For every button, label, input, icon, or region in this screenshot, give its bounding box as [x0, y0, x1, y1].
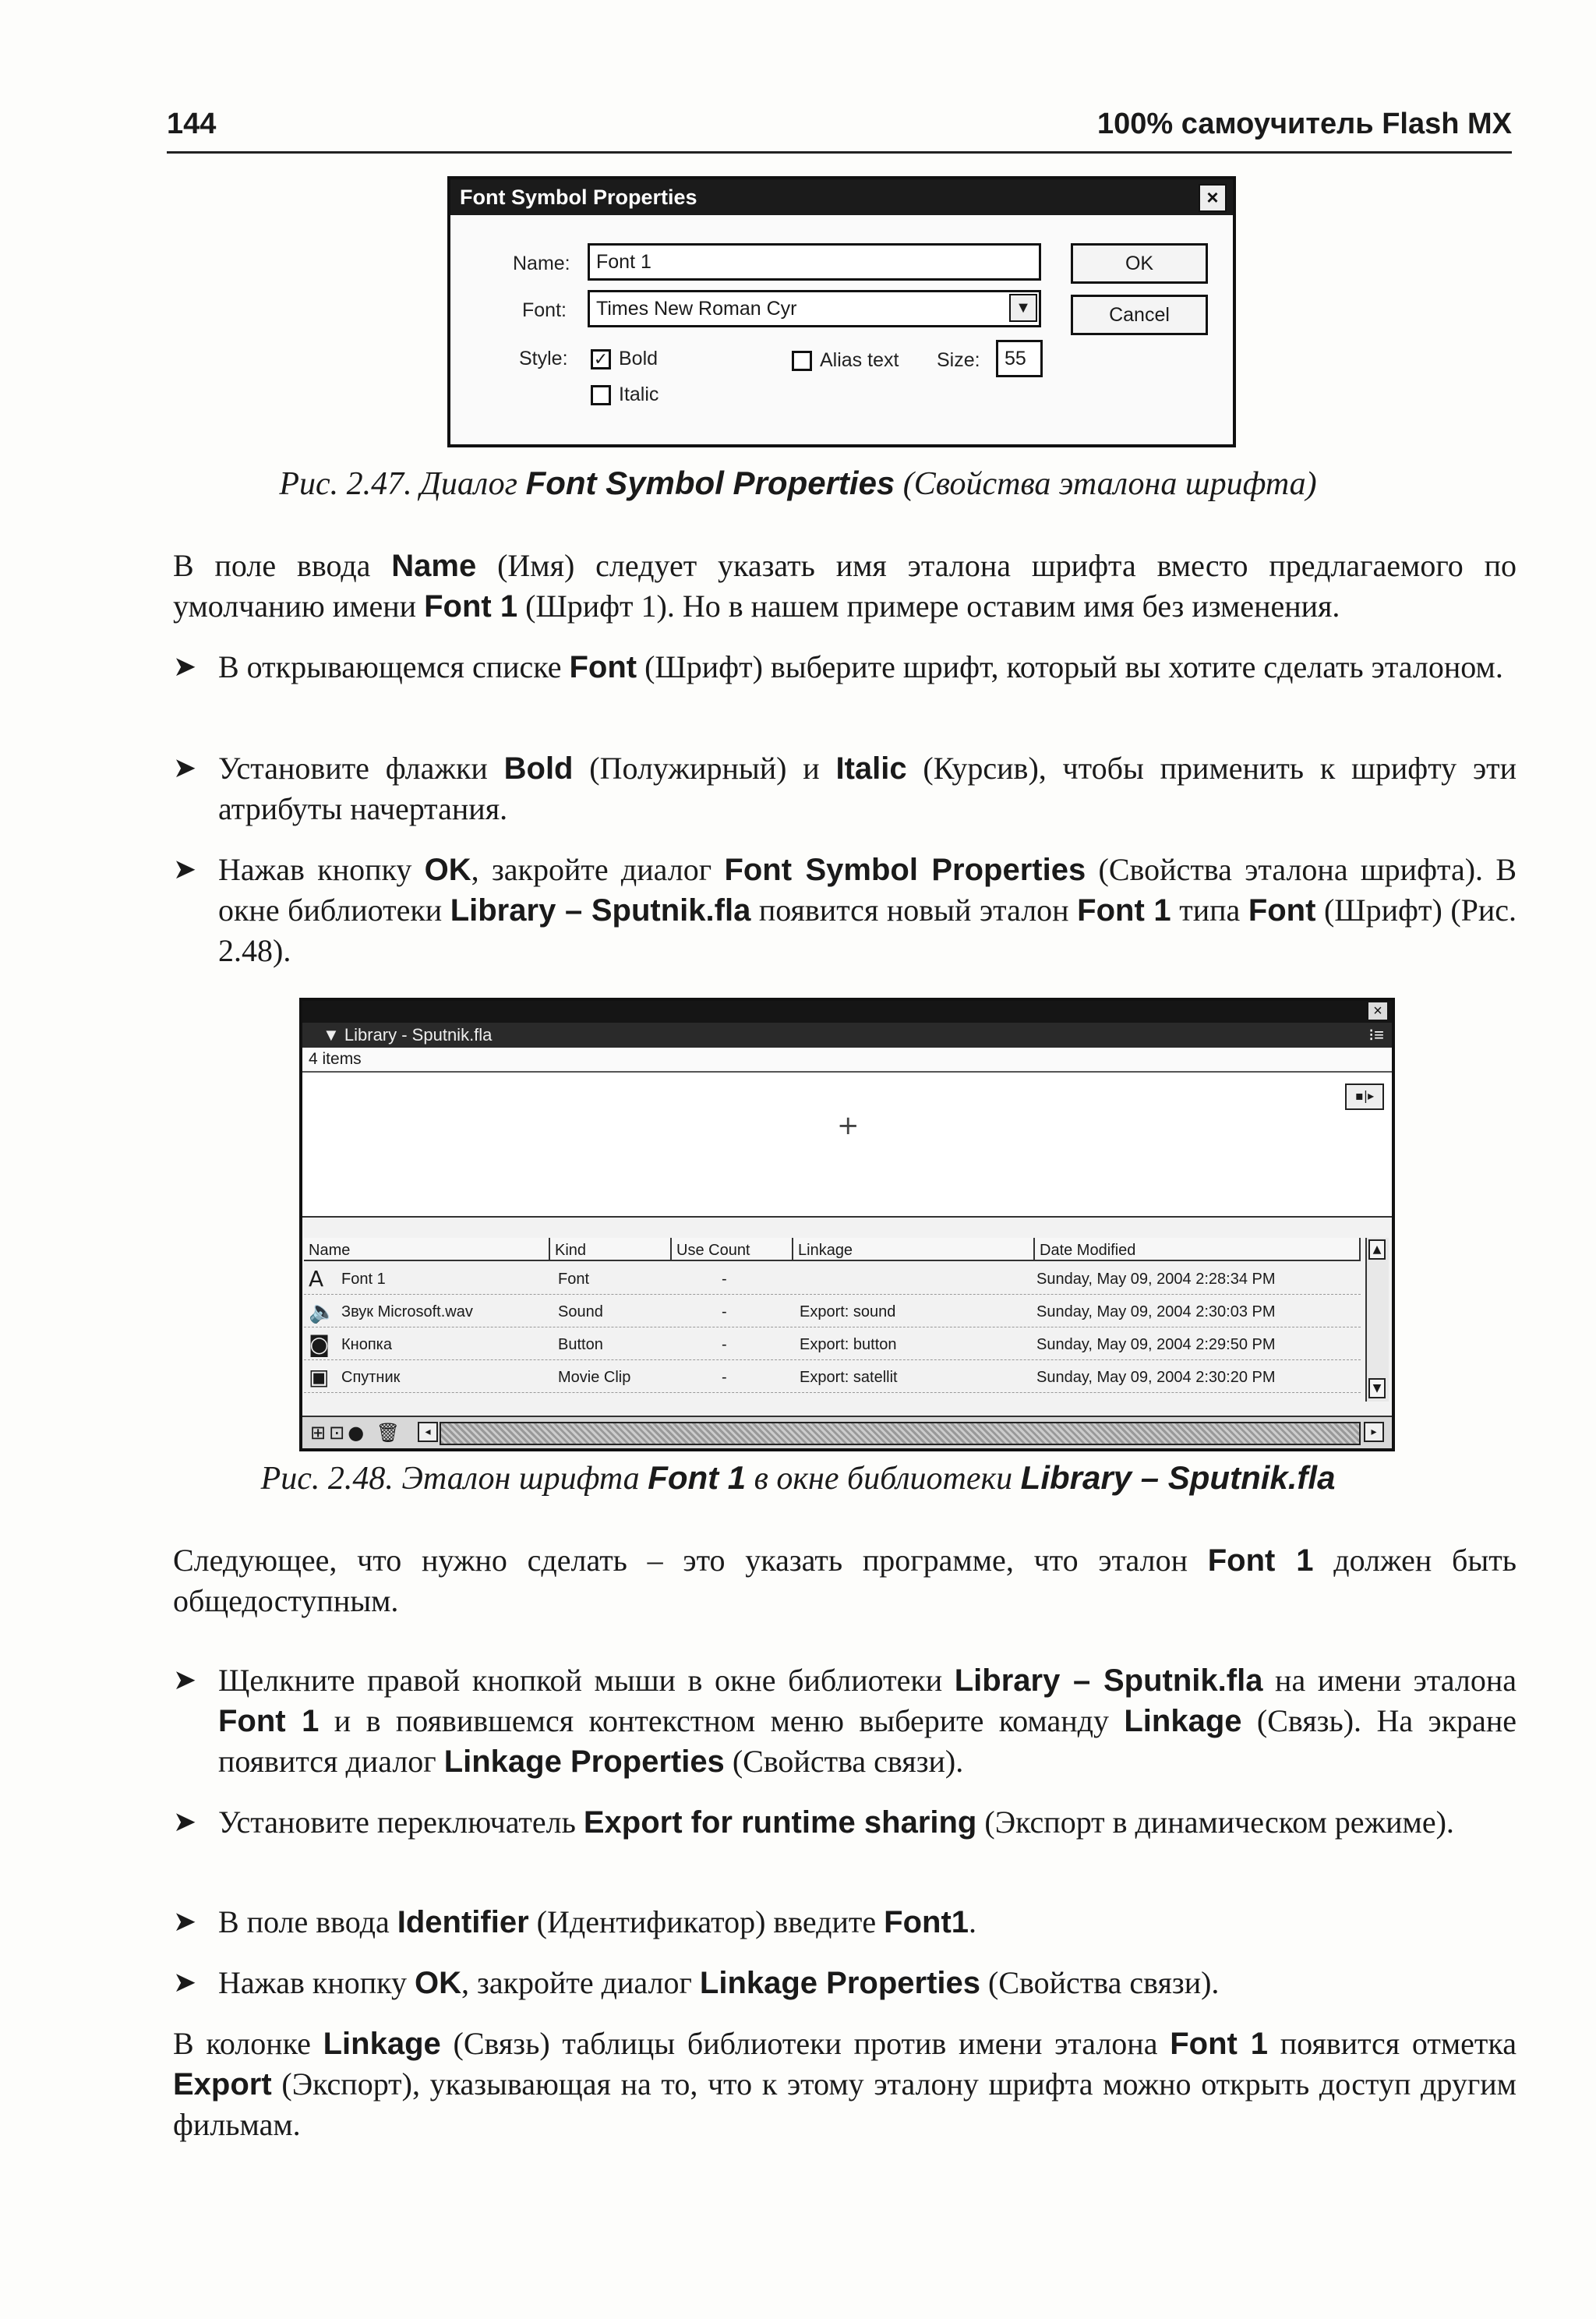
button-symbol-icon: ◙ — [309, 1331, 330, 1357]
table-row[interactable] — [304, 1361, 1361, 1393]
column-header-linkage[interactable]: Linkage — [793, 1238, 1035, 1261]
bold-term: Font 1 — [1207, 1543, 1314, 1578]
row-kind: Font — [558, 1271, 590, 1288]
sound-icon: 🔈 — [309, 1299, 336, 1324]
bold-term: Font1 — [884, 1905, 969, 1939]
name-input[interactable]: Font 1 — [588, 243, 1041, 281]
text: , закройте диалог — [471, 852, 725, 887]
bullet-arrow-icon: ➤ — [173, 1664, 197, 1696]
font-symbol-properties-dialog — [447, 176, 1236, 447]
font-select[interactable] — [588, 290, 1041, 327]
bold-term: OK — [424, 853, 471, 887]
bullet-item — [173, 1802, 1517, 1843]
column-header-date-modified[interactable]: Date Modified — [1035, 1238, 1361, 1261]
figure-caption-2-47 — [0, 465, 1596, 503]
text: В поле ввода — [173, 548, 392, 583]
text: Установите флажки — [218, 751, 504, 786]
paragraph-2 — [173, 1540, 1517, 1621]
bullet-arrow-icon: ➤ — [173, 1806, 197, 1838]
bullet-arrow-icon: ➤ — [173, 651, 197, 683]
bold-term: Linkage — [1124, 1704, 1242, 1738]
name-label: Name: — [513, 253, 570, 274]
row-date: Sunday, May 09, 2004 2:30:20 PM — [1036, 1369, 1276, 1386]
caption-bold: Library – Sputnik.fla — [1020, 1459, 1336, 1496]
caption-text: Рис. 2.47. Диалог — [279, 466, 526, 502]
bold-term: Library – Sputnik.fla — [450, 893, 751, 928]
close-icon[interactable]: × — [1199, 184, 1227, 212]
movie-clip-icon: ▣ — [309, 1364, 330, 1390]
page-number: 144 — [167, 108, 217, 140]
text: (Связь). На экране появится диалог — [218, 1703, 1517, 1779]
row-kind: Movie Clip — [558, 1369, 631, 1386]
text: (Шрифт) (Рис. 2.48). — [218, 893, 1517, 968]
alias-text-checkbox[interactable] — [792, 351, 812, 371]
column-header-use-count[interactable]: Use Count — [672, 1238, 793, 1261]
bold-term: Font 1 — [424, 589, 518, 624]
chevron-down-icon[interactable]: ▼ — [1009, 294, 1037, 322]
size-label: Size: — [937, 349, 980, 371]
text: Следующее, что нужно сделать – это указать программе, что эталон — [173, 1543, 1208, 1578]
text: Нажав кнопку — [218, 1965, 415, 2000]
close-icon[interactable]: × — [1368, 1002, 1387, 1020]
text: . — [969, 1904, 977, 1939]
dialog-title: Font Symbol Properties — [460, 186, 697, 209]
bold-term: Font 1 — [1077, 893, 1171, 928]
text: и в появившемся контекстном меню выберите команду — [319, 1703, 1125, 1738]
bullet-item — [173, 748, 1517, 829]
bold-term: Export — [173, 2067, 272, 2102]
scroll-right-icon[interactable]: ▸ — [1364, 1422, 1384, 1442]
alias-text-label: Alias text — [820, 349, 899, 371]
table-row[interactable] — [304, 1296, 1361, 1327]
bold-label: Bold — [619, 348, 659, 369]
italic-label: Italic — [619, 384, 659, 405]
row-use-count: - — [722, 1271, 727, 1288]
bullet-arrow-icon: ➤ — [173, 752, 197, 784]
text: В колонке — [173, 2026, 323, 2061]
bold-term: Font — [569, 650, 637, 684]
bold-term: Linkage — [323, 2027, 441, 2061]
panel-top-bar — [302, 1001, 1392, 1023]
row-kind: Sound — [558, 1303, 603, 1320]
bold-term: Export for runtime sharing — [583, 1805, 977, 1840]
text: (Имя) следует указать имя эталона шрифта вместо предлагаемого по умолчанию имени — [173, 548, 1517, 624]
bullet-item — [173, 850, 1517, 971]
bold-term: Library – Sputnik.fla — [954, 1663, 1263, 1698]
font-label: Font: — [522, 299, 567, 321]
caption-bold: Font Symbol Properties — [525, 465, 895, 501]
row-name: Кнопка — [341, 1336, 392, 1353]
row-use-count: - — [722, 1303, 727, 1320]
text: В поле ввода — [218, 1904, 397, 1939]
figure-caption-2-48 — [0, 1459, 1596, 1497]
row-name: Спутник — [341, 1369, 401, 1386]
scroll-left-icon[interactable]: ◂ — [418, 1422, 438, 1442]
text: , закройте диалог — [461, 1965, 700, 2000]
text: появится отметка — [1267, 2026, 1517, 2061]
library-bottom-toolbar — [302, 1416, 1392, 1448]
preview-play-controls[interactable]: ▪|▸ — [1345, 1083, 1384, 1110]
font-select-value: Times New Roman Cyr — [596, 298, 797, 320]
row-date: Sunday, May 09, 2004 2:30:03 PM — [1036, 1303, 1276, 1320]
font-icon: A — [309, 1266, 324, 1292]
ok-button[interactable]: OK — [1071, 243, 1208, 284]
caption-text: (Свойства эталона шрифта) — [895, 466, 1317, 502]
text: (Экспорт), указывающая на то, что к этому эталону шрифта можно открыть доступ другим фильмам. — [173, 2066, 1517, 2142]
text: (Идентификатор) введите — [528, 1904, 885, 1939]
text: (Связь) таблицы библиотеки против имени эталона — [440, 2026, 1171, 2061]
text: появится новый эталон — [750, 893, 1078, 928]
table-row[interactable] — [304, 1263, 1361, 1295]
scroll-up-icon[interactable]: ▲ — [1368, 1239, 1386, 1260]
italic-checkbox[interactable] — [591, 385, 611, 405]
row-use-count: - — [722, 1336, 727, 1353]
library-title-bar[interactable] — [302, 1023, 1392, 1048]
bullet-arrow-icon: ➤ — [173, 1967, 197, 1999]
dialog-title-bar — [450, 179, 1233, 215]
row-use-count: - — [722, 1369, 727, 1386]
bullet-item — [173, 647, 1517, 688]
library-title: ▼ Library - Sputnik.fla — [323, 1025, 493, 1045]
library-panel — [299, 998, 1395, 1451]
row-kind: Button — [558, 1336, 603, 1353]
bold-term: Identifier — [397, 1905, 529, 1939]
text: (Экспорт в динамическом режиме). — [976, 1805, 1454, 1840]
crosshair-icon: + — [837, 1110, 860, 1141]
text: (Свойства эталона шрифта). В окне библиотеки — [218, 852, 1517, 928]
bold-term: Linkage Properties — [699, 1966, 981, 2000]
bullet-arrow-icon: ➤ — [173, 854, 197, 886]
bold-checkbox[interactable]: ✓ — [591, 349, 611, 369]
bold-term: Font — [1248, 893, 1316, 928]
scroll-down-icon[interactable]: ▼ — [1368, 1378, 1386, 1398]
text: Щелкните правой кнопкой мыши в окне библиотеки — [218, 1663, 955, 1698]
paragraph-1 — [173, 546, 1517, 627]
bold-term: Font 1 — [218, 1704, 320, 1738]
bold-term: Bold — [503, 751, 574, 786]
column-header-kind[interactable]: Kind — [550, 1238, 672, 1261]
options-menu-icon[interactable]: ⁝≡ — [1368, 1025, 1384, 1045]
text: на имени эталона — [1262, 1663, 1517, 1698]
item-count: 4 items — [302, 1048, 1392, 1073]
bullet-item — [173, 1902, 1517, 1943]
row-linkage: Export: button — [800, 1336, 897, 1353]
row-name: Звук Microsoft.wav — [341, 1303, 473, 1320]
size-input[interactable]: 55 — [996, 340, 1043, 377]
text: (Шрифт) выберите шрифт, который вы хотите сделать эталоном. — [637, 649, 1503, 684]
text: Установите переключатель — [218, 1805, 584, 1840]
row-linkage: Export: sound — [800, 1303, 896, 1320]
caption-text: Рис. 2.48. Эталон шрифта — [260, 1461, 648, 1497]
text: Нажав кнопку — [218, 852, 425, 887]
horizontal-scrollbar[interactable] — [440, 1422, 1361, 1445]
text: В открывающемся списке — [218, 649, 570, 684]
text: (Курсив), чтобы применить к шрифту эти атрибуты начертания. — [218, 751, 1517, 826]
running-head — [167, 108, 1512, 154]
text: должен быть общедоступным. — [173, 1543, 1517, 1618]
bold-term: OK — [415, 1966, 462, 2000]
style-label: Style: — [519, 348, 568, 369]
bold-term: Name — [391, 549, 477, 583]
bold-term: Italic — [835, 751, 907, 786]
bold-term: Font 1 — [1170, 2027, 1268, 2061]
cancel-button[interactable]: Cancel — [1071, 295, 1208, 335]
row-date: Sunday, May 09, 2004 2:29:50 PM — [1036, 1336, 1276, 1353]
table-row[interactable] — [304, 1328, 1361, 1360]
row-linkage: Export: satellit — [800, 1369, 898, 1386]
row-name: Font 1 — [341, 1271, 386, 1288]
vertical-scrollbar[interactable] — [1365, 1238, 1389, 1402]
paragraph-3 — [173, 2024, 1517, 2145]
text: (Шрифт 1). Но в нашем примере оставим имя без изменения. — [517, 589, 1340, 624]
preview-area — [302, 1073, 1392, 1218]
text: типа — [1171, 893, 1248, 928]
caption-text: в окне библиотеки — [746, 1461, 1021, 1497]
bullet-item — [173, 1963, 1517, 2003]
text: (Полужирный) и — [573, 751, 836, 786]
text: (Свойства связи). — [980, 1965, 1220, 2000]
column-header-name[interactable]: Name — [304, 1238, 550, 1261]
row-date: Sunday, May 09, 2004 2:28:34 PM — [1036, 1271, 1276, 1288]
book-title: 100% самоучитель Flash MX — [1097, 108, 1512, 140]
bold-term: Linkage Properties — [443, 1745, 725, 1779]
bullet-arrow-icon: ➤ — [173, 1906, 197, 1938]
bullet-item — [173, 1660, 1517, 1782]
bold-term: Font Symbol Properties — [724, 853, 1086, 887]
library-tool-icons[interactable]: ⊞⊡● 🗑 — [310, 1422, 404, 1444]
caption-bold: Font 1 — [648, 1459, 747, 1496]
text: (Свойства связи). — [724, 1744, 964, 1779]
